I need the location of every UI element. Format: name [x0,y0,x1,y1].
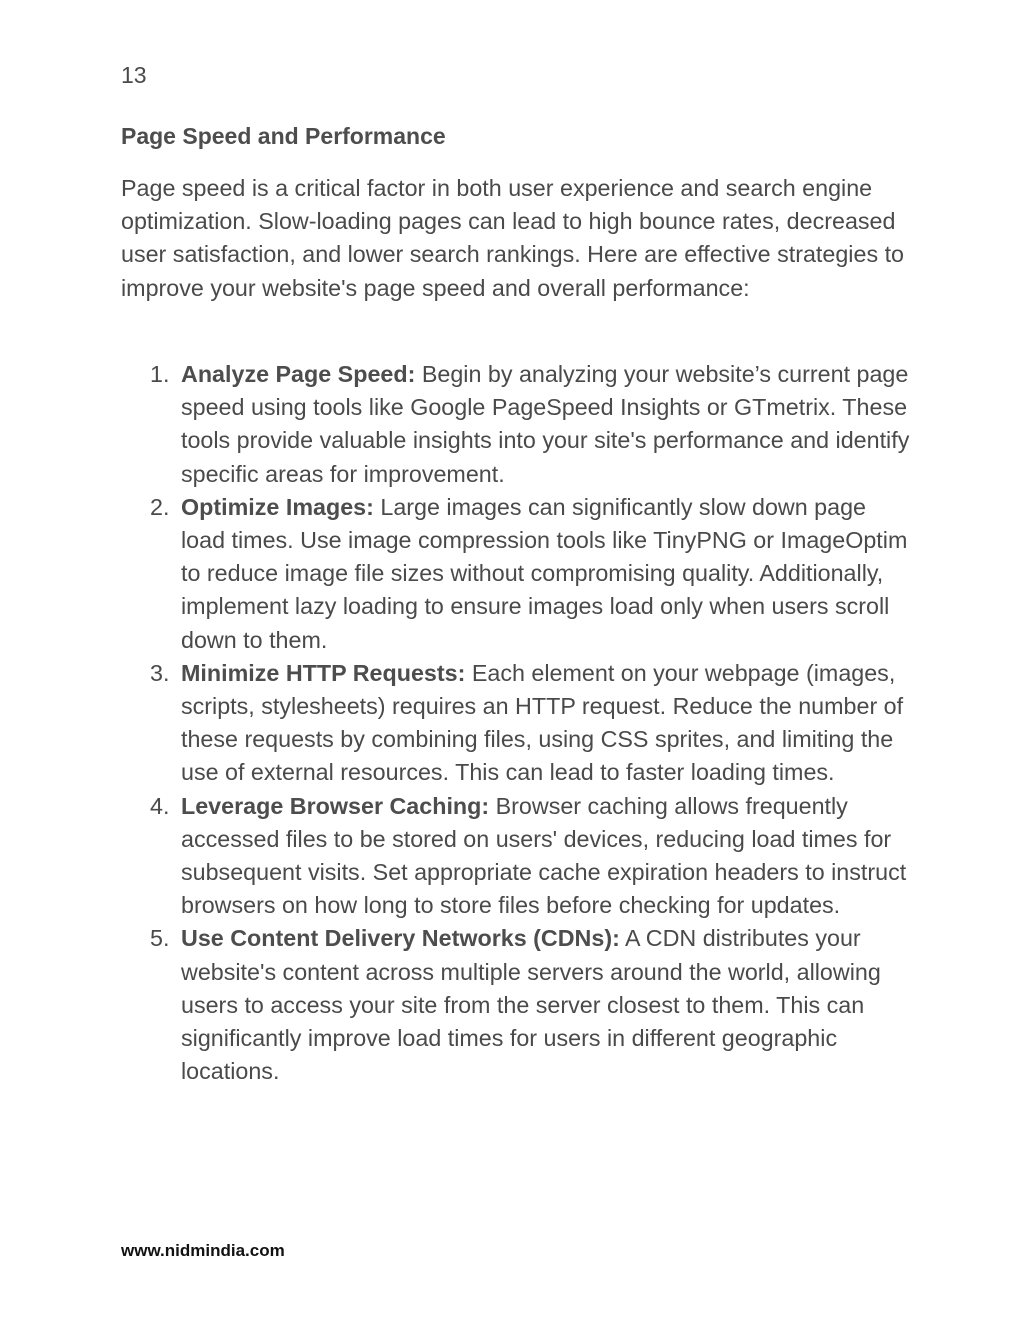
list-item-number: 4. [150,792,170,819]
list-item-text: A CDN distributes your website's content across multiple servers around the world, allowing users to access your site from the server closest to them. This can significantly improve load times for users in different geographic locations. [181,925,881,1085]
list-item-number: 3. [150,659,170,686]
list-item [121,790,911,923]
page-number: 13 [121,62,147,88]
list-item-number: 1. [150,361,170,387]
list-item [121,358,911,491]
section-heading: Page Speed and Performance [121,123,446,149]
list-item-text: Large images can significantly slow down page load times. Use image compression tools like TinyPNG or ImageOptim to reduce image file sizes without compromising quality. Additionally, implement lazy loading to ensure images load only when users scroll down to them. [181,493,908,653]
list-item-title: Leverage Browser Caching: [181,792,490,819]
list-item-text: Begin by analyzing your website’s current page speed using tools like Google PageSpeed Insights or GTmetrix. These tools provide valuable insights into your site's performance and identify specific areas for improvement. [181,361,910,487]
list-item-title: Use Content Delivery Networks (CDNs): [181,925,620,952]
list-item-text: Each element on your webpage (images, scripts, stylesheets) requires an HTTP request. Reduce the number of these requests by combining files, using CSS sprites, and limiting the use of external resources. This can lead to faster loading times. [181,659,904,786]
list-item [121,922,911,1088]
intro-paragraph: Page speed is a critical factor in both user experience and search engine optimization. Slow-loading pages can lead to high bounce rates, decreased user satisfaction, and lower search rankings. Here are effective strategies to improve your website's page speed and overall performance: [121,175,904,301]
list-item-text: Browser caching allows frequently accessed files to be stored on users' devices, reducing load times for subsequent visits. Set appropriate cache expiration headers to instruct browsers on how long to store files before checking for updates. [181,792,907,919]
list-item-title: Minimize HTTP Requests: [181,659,466,686]
list-item-number: 5. [150,925,170,952]
list-item-number: 2. [150,493,170,520]
footer-website-url: www.nidmindia.com [121,1241,285,1260]
list-item-title: Optimize Images: [181,493,374,520]
list-item [121,657,911,790]
strategy-list [121,358,911,1088]
list-item-title: Analyze Page Speed: [181,361,416,387]
list-item [121,491,911,657]
